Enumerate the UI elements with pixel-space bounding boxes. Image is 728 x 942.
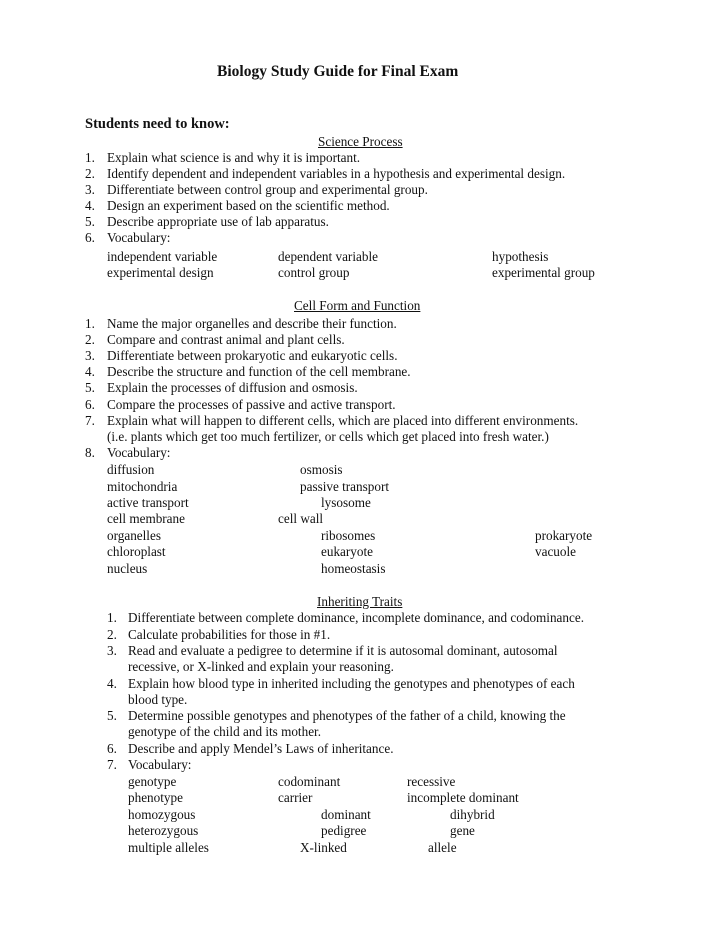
vocab-term: cell membrane: [107, 511, 185, 526]
list-item: Identify dependent and independent variables in a hypothesis and experimental design.: [107, 166, 566, 181]
list-item-continuation: blood type.: [128, 692, 188, 707]
list-number: 1.: [85, 150, 95, 165]
list-number: 8.: [85, 445, 95, 460]
vocab-term: chloroplast: [107, 544, 166, 559]
section-heading: Science Process: [318, 134, 403, 149]
list-item: Differentiate between control group and experimental group.: [107, 182, 428, 197]
list-number: 1.: [85, 316, 95, 331]
list-number: 4.: [107, 676, 117, 691]
list-number: 6.: [85, 230, 95, 245]
list-number: 6.: [85, 397, 95, 412]
vocab-term: independent variable: [107, 249, 218, 264]
vocab-term: organelles: [107, 528, 161, 543]
list-item: Vocabulary:: [107, 445, 171, 460]
vocab-term: experimental design: [107, 265, 214, 280]
vocab-term: vacuole: [535, 544, 577, 559]
vocab-term: phenotype: [128, 790, 183, 805]
vocab-term: pedigree: [321, 823, 367, 838]
list-item-continuation: (i.e. plants which get too much fertilizer, or cells which get placed into fresh water.): [107, 429, 549, 444]
list-item: Compare the processes of passive and active transport.: [107, 397, 396, 412]
section-heading: Cell Form and Function: [294, 298, 421, 313]
list-item: Differentiate between prokaryotic and eukaryotic cells.: [107, 348, 398, 363]
vocab-term: gene: [450, 823, 475, 838]
list-number: 7.: [85, 413, 95, 428]
intro-heading: Students need to know:: [85, 116, 230, 132]
list-item: Vocabulary:: [107, 230, 171, 245]
vocab-term: dependent variable: [278, 249, 378, 264]
vocab-term: passive transport: [300, 479, 389, 494]
vocab-term: nucleus: [107, 561, 148, 576]
document-title: Biology Study Guide for Final Exam: [217, 63, 459, 80]
vocab-term: cell wall: [278, 511, 324, 526]
vocab-term: allele: [428, 840, 457, 855]
list-item: Calculate probabilities for those in #1.: [128, 627, 331, 642]
vocab-term: diffusion: [107, 462, 155, 477]
vocab-term: incomplete dominant: [407, 790, 519, 805]
vocab-term: recessive: [407, 774, 456, 789]
list-number: 2.: [85, 166, 95, 181]
vocab-term: eukaryote: [321, 544, 373, 559]
vocab-term: dominant: [321, 807, 371, 822]
vocab-term: experimental group: [492, 265, 595, 280]
vocab-term: X-linked: [300, 840, 347, 855]
vocab-term: homeostasis: [321, 561, 386, 576]
list-item: Explain the processes of diffusion and osmosis.: [107, 380, 358, 395]
vocab-term: heterozygous: [128, 823, 199, 838]
vocab-term: mitochondria: [107, 479, 178, 494]
list-item: Describe and apply Mendel’s Laws of inheritance.: [128, 741, 394, 756]
list-item: Explain how blood type in inherited including the genotypes and phenotypes of each: [128, 676, 575, 691]
list-item: Differentiate between complete dominance, incomplete dominance, and codominance.: [128, 610, 585, 625]
vocab-term: prokaryote: [535, 528, 593, 543]
list-item: Design an experiment based on the scientific method.: [107, 198, 390, 213]
vocab-term: homozygous: [128, 807, 196, 822]
section-heading: Inheriting Traits: [317, 594, 403, 609]
vocab-term: multiple alleles: [128, 840, 209, 855]
list-number: 5.: [107, 708, 117, 723]
vocab-term: osmosis: [300, 462, 343, 477]
list-number: 3.: [85, 182, 95, 197]
list-item: Vocabulary:: [128, 757, 192, 772]
list-item: Read and evaluate a pedigree to determine if it is autosomal dominant, autosomal: [128, 643, 558, 658]
list-number: 5.: [85, 380, 95, 395]
vocab-term: dihybrid: [450, 807, 495, 822]
vocab-term: hypothesis: [492, 249, 549, 264]
list-item-continuation: recessive, or X-linked and explain your reasoning.: [128, 659, 394, 674]
list-number: 7.: [107, 757, 117, 772]
vocab-term: control group: [278, 265, 350, 280]
list-number: 2.: [85, 332, 95, 347]
list-number: 1.: [107, 610, 117, 625]
list-number: 3.: [107, 643, 117, 658]
vocab-term: active transport: [107, 495, 189, 510]
list-item: Determine possible genotypes and phenotypes of the father of a child, knowing the: [128, 708, 566, 723]
vocab-term: ribosomes: [321, 528, 376, 543]
list-number: 4.: [85, 198, 95, 213]
list-item-continuation: genotype of the child and its mother.: [128, 724, 322, 739]
list-item: Name the major organelles and describe their function.: [107, 316, 397, 331]
list-item: Compare and contrast animal and plant cells.: [107, 332, 345, 347]
list-item: Describe appropriate use of lab apparatus.: [107, 214, 329, 229]
list-number: 6.: [107, 741, 117, 756]
list-item: Explain what science is and why it is important.: [107, 150, 361, 165]
list-item: Describe the structure and function of the cell membrane.: [107, 364, 411, 379]
vocab-term: lysosome: [321, 495, 371, 510]
list-number: 5.: [85, 214, 95, 229]
vocab-term: carrier: [278, 790, 313, 805]
vocab-term: genotype: [128, 774, 177, 789]
list-number: 3.: [85, 348, 95, 363]
list-item: Explain what will happen to different cells, which are placed into different environments.: [107, 413, 579, 428]
list-number: 4.: [85, 364, 95, 379]
list-number: 2.: [107, 627, 117, 642]
vocab-term: codominant: [278, 774, 341, 789]
